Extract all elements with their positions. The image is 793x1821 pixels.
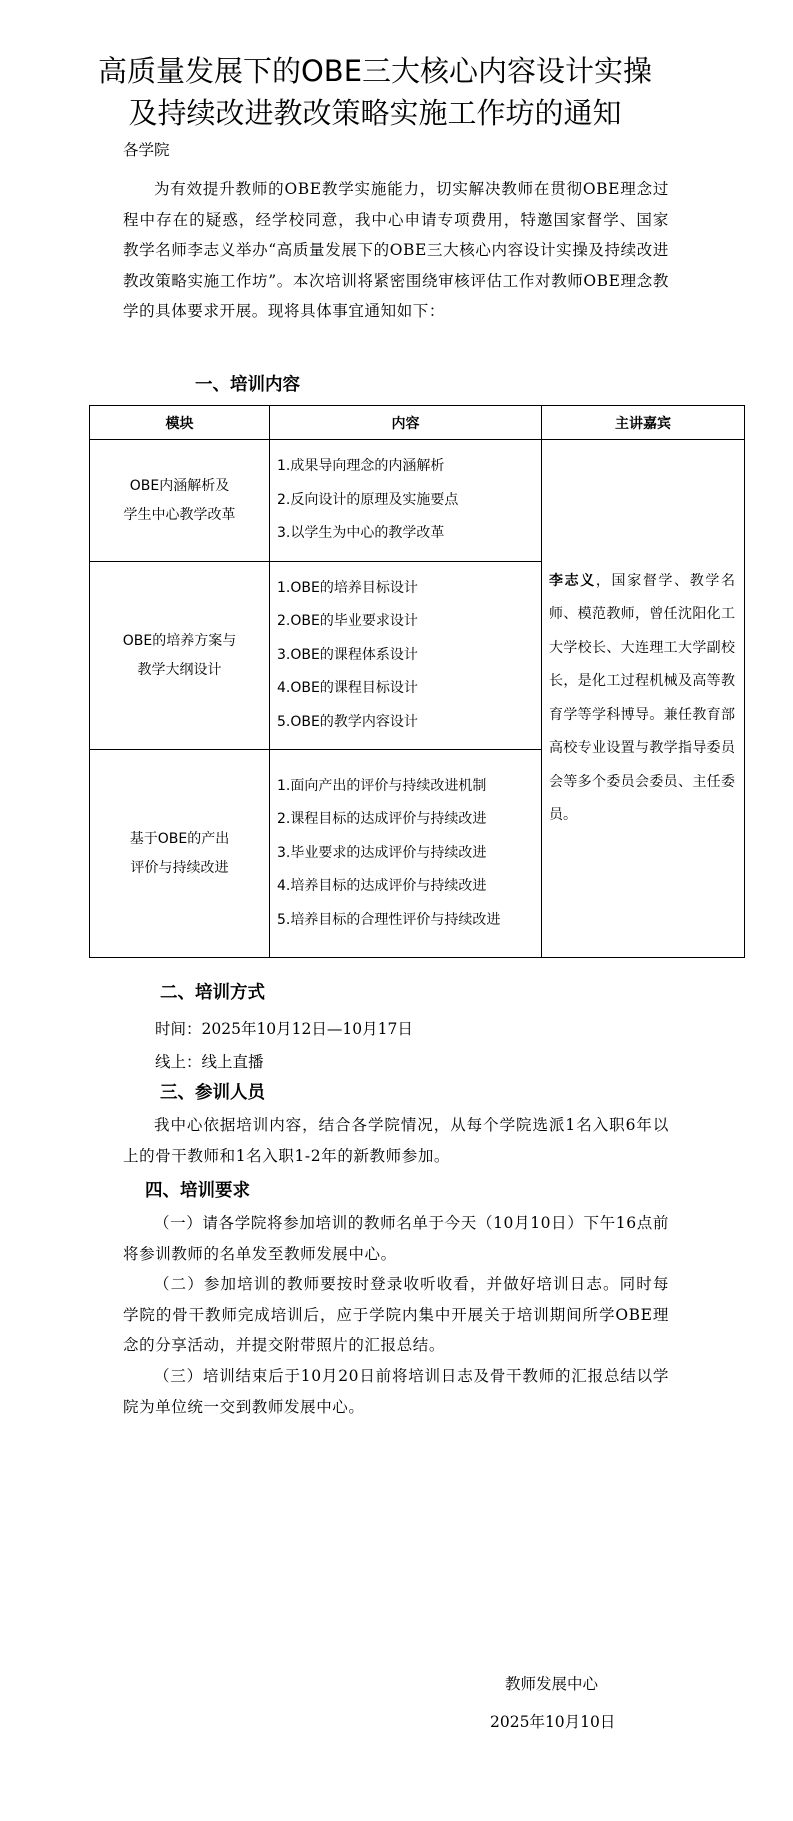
signature-org: 教师发展中心: [505, 1675, 599, 1693]
table-row: [90, 440, 745, 562]
header-content: 内容: [270, 406, 542, 440]
content-item: 4.OBE的课程目标设计: [277, 680, 418, 697]
module-cell: [90, 562, 270, 750]
content-item: 4.培养目标的达成评价与持续改进: [277, 878, 487, 895]
header-module: 模块: [90, 406, 270, 440]
module-name-line: 学生中心教学改革: [123, 506, 236, 523]
content-items-cell: [270, 750, 542, 958]
content-item: 1.成果导向理念的内涵解析: [277, 458, 445, 475]
intro-paragraph: 为有效提升教师的OBE教学实施能力，切实解决教师在贯彻OBE理念过程中存在的疑惑，经学校同意，我中心申请专项费用，特邀国家督学、国家教学名师李志义举办“高质量发展下的OBE三大核心内容设计实操及持续改进教改策略实施工作坊”。本次培训将紧密围绕审核评估工作对教师OBE理念教学的具体要求开展。现将具体事宜通知如下：: [123, 180, 669, 320]
section-4-heading: 四、培训要求: [145, 1181, 250, 1201]
content-items-cell: [270, 562, 542, 750]
content-item: 2.课程目标的达成评价与持续改进: [277, 811, 487, 828]
content-item: 5.培养目标的合理性评价与持续改进: [277, 911, 501, 928]
section-3-heading: 三、参训人员: [160, 1083, 265, 1103]
content-item: 1.面向产出的评价与持续改进机制: [277, 777, 487, 794]
header-speaker: 主讲嘉宾: [542, 406, 745, 440]
module-name-line: 教学大纲设计: [137, 661, 222, 678]
requirement-1: （一）请各学院将参加培训的教师名单于今天（10月10日）下午16点前将参训教师的名单发至教师发展中心。: [123, 1214, 669, 1263]
requirement-3: （三）培训结束后于10月20日前将培训日志及骨干教师的汇报总结以学院为单位统一交到教师发展中心。: [123, 1367, 669, 1416]
recipient: 各学院: [123, 141, 170, 159]
training-content-table: [89, 405, 745, 958]
module-name-line: OBE的培养方案与: [122, 632, 237, 649]
content-item: 3.以学生为中心的教学改革: [277, 525, 445, 542]
training-time: 时间：2025年10月12日—10月17日: [155, 1020, 413, 1038]
module-name-line: 基于OBE的产出: [129, 830, 230, 847]
table-header-row: [90, 406, 745, 440]
document-title: [80, 50, 670, 134]
speaker-name: 李志义: [549, 572, 596, 589]
module-name-line: 评价与持续改进: [130, 859, 229, 876]
participants-paragraph: 我中心依据培训内容，结合各学院情况，从每个学院选派1名入职6年以上的骨干教师和1名入职1-2年的新教师参加。: [123, 1116, 669, 1165]
title-line-1: 高质量发展下的OBE三大核心内容设计实操: [97, 54, 653, 88]
speaker-bio: ，国家督学、教学名师、模范教师，曾任沈阳化工大学校长、大连理工大学副校长，是化工过程机械及高等教育学等学科博导。兼任教育部高校专业设置与教学指导委员会等多个委员会委员、主任委员。: [549, 572, 736, 823]
requirement-2: （二）参加培训的教师要按时登录收听收看，并做好培训日志。同时每学院的骨干教师完成培训后，应于学院内集中开展关于培训期间所学OBE理念的分享活动，并提交附带照片的汇报总结。: [123, 1275, 669, 1354]
content-item: 2.OBE的毕业要求设计: [277, 613, 418, 630]
section-1-heading: 一、培训内容: [195, 375, 300, 395]
module-cell: [90, 750, 270, 958]
content-item: 2.反向设计的原理及实施要点: [277, 491, 459, 508]
content-item: 3.OBE的课程体系设计: [277, 646, 418, 663]
module-cell: [90, 440, 270, 562]
module-name-line: OBE内涵解析及: [129, 477, 230, 494]
training-mode: 线上：线上直播: [155, 1053, 264, 1071]
content-items-cell: [270, 440, 542, 562]
content-item: 5.OBE的教学内容设计: [277, 713, 418, 730]
signature-date: 2025年10月10日: [490, 1713, 616, 1731]
speaker-cell: [542, 440, 745, 958]
section-2-heading: 二、培训方式: [160, 983, 265, 1003]
content-item: 3.毕业要求的达成评价与持续改进: [277, 844, 487, 861]
content-item: 1.OBE的培养目标设计: [277, 579, 418, 596]
title-line-2: 及持续改进教改策略实施工作坊的通知: [128, 96, 622, 130]
